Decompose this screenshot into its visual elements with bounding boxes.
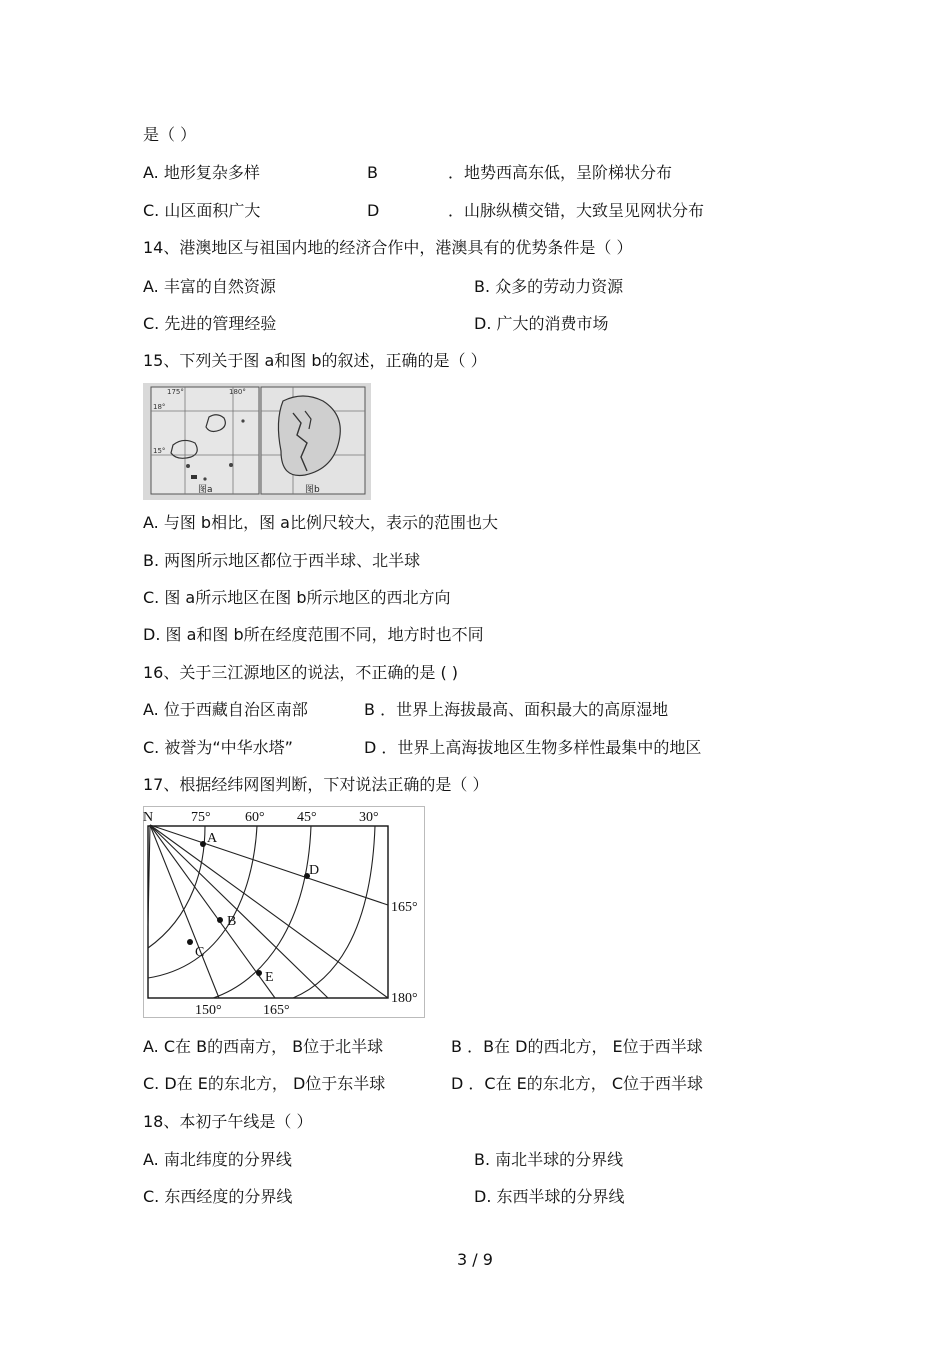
q15-option-c: C. 图 a所示地区在图 b所示地区的西北方向 bbox=[143, 588, 451, 607]
q16-option-c: C. 被誉为“中华水塔” bbox=[143, 738, 293, 757]
q15-figure bbox=[143, 383, 371, 504]
q17-option-d: D ．C在 E的东北方， C位于西半球 bbox=[451, 1074, 704, 1093]
q18-option-a: A. 南北纬度的分界线 bbox=[143, 1150, 292, 1169]
q14-option-a: A. 丰富的自然资源 bbox=[143, 277, 276, 296]
q13-stem-tail: 是（ ） bbox=[143, 125, 197, 144]
q15-photo bbox=[143, 383, 371, 500]
q17-option-b: B ．B在 D的西北方， E位于西半球 bbox=[451, 1037, 703, 1056]
point-c-dot bbox=[187, 939, 193, 945]
q17-option-a: A. C在 B的西南方， B位于北半球 bbox=[143, 1037, 384, 1056]
q15-option-d: D. 图 a和图 b所在经度范围不同，地方时也不同 bbox=[143, 625, 484, 644]
q16-option-a: A. 位于西藏自治区南部 bbox=[143, 700, 308, 719]
map-lon-top-3: 45° bbox=[297, 810, 317, 825]
q14-option-d: D. 广大的消费市场 bbox=[474, 314, 609, 333]
q14-option-b: B. 众多的劳动力资源 bbox=[474, 277, 624, 296]
q15-fig-lat-2: 15° bbox=[153, 447, 166, 455]
q18-option-d: D. 东西半球的分界线 bbox=[474, 1187, 625, 1206]
map-lon-top-4: 30° bbox=[359, 810, 379, 825]
q16-option-d: D ．世界上高海拔地区生物多样性最集中的地区 bbox=[364, 738, 702, 757]
q16-stem: 16、关于三江源地区的说法，不正确的是 ( ) bbox=[143, 663, 459, 682]
q17-graticule-map bbox=[143, 806, 425, 1018]
q18-option-b: B. 南北半球的分界线 bbox=[474, 1150, 624, 1169]
point-c-label: C bbox=[195, 945, 205, 960]
point-a-label: A bbox=[207, 831, 218, 846]
q13-option-b-text: ．地势西高东低，呈阶梯状分布 bbox=[448, 163, 673, 182]
point-e-dot bbox=[256, 970, 262, 976]
point-a-dot bbox=[200, 841, 206, 847]
q17-figure bbox=[143, 806, 425, 1022]
q13-option-d-text: ．山脉纵横交错，大致呈见网状分布 bbox=[448, 201, 705, 220]
point-b-dot bbox=[217, 917, 223, 923]
point-d-label: D bbox=[309, 863, 320, 878]
q13-option-a: A. 地形复杂多样 bbox=[143, 163, 260, 182]
q15-option-a: A. 与图 b相比，图 a比例尺较大，表示的范围也大 bbox=[143, 513, 498, 532]
q18-option-c: C. 东西经度的分界线 bbox=[143, 1187, 293, 1206]
q15-fig-lat-1: 18° bbox=[153, 403, 166, 411]
point-e-label: E bbox=[265, 970, 274, 985]
q15-fig-a-label: 图a bbox=[198, 485, 213, 495]
point-b-label: B bbox=[227, 914, 237, 929]
q15-fig-lon-1: 175° bbox=[167, 388, 184, 396]
q15-stem: 15、下列关于图 a和图 b的叙述，正确的是（ ） bbox=[143, 351, 487, 370]
map-lon-top-2: 60° bbox=[245, 810, 265, 825]
map-lon-top-1: 75° bbox=[191, 810, 211, 825]
q14-option-c: C. 先进的管理经验 bbox=[143, 314, 277, 333]
map-lon-bottom-2: 165° bbox=[263, 1003, 290, 1018]
q13-option-b-letter: B bbox=[367, 163, 378, 182]
q16-option-b: B ．世界上海拔最高、面积最大的高原湿地 bbox=[364, 700, 669, 719]
q14-stem: 14、港澳地区与祖国内地的经济合作中，港澳具有的优势条件是（ ） bbox=[143, 238, 633, 257]
q13-option-c: C. 山区面积广大 bbox=[143, 201, 261, 220]
q18-stem: 18、本初子午线是（ ） bbox=[143, 1112, 313, 1131]
q15-option-b: B. 两图所示地区都位于西半球、北半球 bbox=[143, 551, 421, 570]
map-lon-right-1: 165° bbox=[391, 900, 418, 915]
map-n-label: N bbox=[143, 810, 154, 825]
q15-fig-lon-2: 180° bbox=[229, 388, 246, 396]
q17-stem: 17、根据经纬网图判断，下对说法正确的是（ ） bbox=[143, 775, 489, 794]
q13-option-d-letter: D bbox=[367, 201, 380, 220]
q17-option-c: C. D在 E的东北方， D位于东半球 bbox=[143, 1074, 386, 1093]
map-lon-right-2: 180° bbox=[391, 991, 418, 1006]
page-number: 3 / 9 bbox=[457, 1250, 493, 1269]
map-lon-bottom-1: 150° bbox=[195, 1003, 222, 1018]
q15-fig-b-label: 图b bbox=[305, 485, 320, 495]
